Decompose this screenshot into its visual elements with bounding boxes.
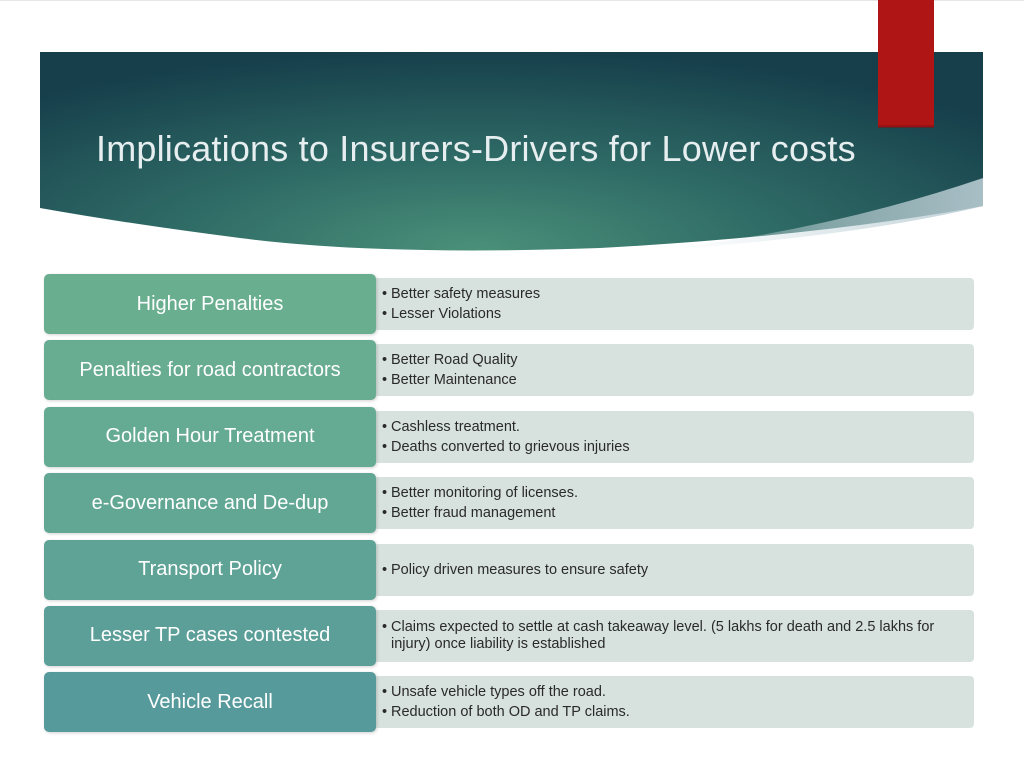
implication-row-vehicle-recall bbox=[44, 672, 974, 732]
row-label-box: Higher Penalties bbox=[44, 274, 376, 334]
implication-row-higher-penalties bbox=[44, 274, 974, 334]
bullet-item: • Policy driven measures to ensure safety bbox=[382, 560, 950, 580]
bullet-item: • Better monitoring of licenses. bbox=[382, 483, 950, 503]
slide-title: Implications to Insurers-Drivers for Lower costs bbox=[96, 128, 856, 169]
row-description-box bbox=[374, 344, 974, 396]
bullet-item: • Better Maintenance bbox=[382, 370, 950, 390]
red-accent-shadow bbox=[878, 125, 934, 128]
row-label-box: Golden Hour Treatment bbox=[44, 407, 376, 467]
bullet-item: • Better safety measures bbox=[382, 284, 950, 304]
implication-row-tp-cases bbox=[44, 606, 974, 666]
row-description-box bbox=[374, 676, 974, 728]
implication-row-golden-hour bbox=[44, 407, 974, 467]
row-label-box: Penalties for road contractors bbox=[44, 340, 376, 400]
implication-row-road-contractors bbox=[44, 340, 974, 400]
implication-row-e-governance bbox=[44, 473, 974, 533]
implication-row-transport-policy bbox=[44, 540, 974, 600]
bullet-item: • Claims expected to settle at cash takeaway level. (5 lakhs for death and 2.5 lakhs for injury) once liability is established bbox=[382, 619, 950, 653]
bullet-item: • Lesser Violations bbox=[382, 304, 950, 324]
row-description-box bbox=[374, 610, 974, 662]
bullet-item: • Cashless treatment. bbox=[382, 417, 950, 437]
row-label-box: Vehicle Recall bbox=[44, 672, 376, 732]
bullet-item: • Unsafe vehicle types off the road. bbox=[382, 682, 950, 702]
implications-list bbox=[44, 274, 974, 739]
row-description-box bbox=[374, 411, 974, 463]
bullet-item: • Reduction of both OD and TP claims. bbox=[382, 702, 950, 722]
row-description-box bbox=[374, 278, 974, 330]
row-description-box bbox=[374, 477, 974, 529]
row-label-box: Lesser TP cases contested bbox=[44, 606, 376, 666]
row-description-box bbox=[374, 544, 974, 596]
row-label-box: Transport Policy bbox=[44, 540, 376, 600]
red-accent-tab bbox=[878, 0, 934, 127]
bullet-item: • Deaths converted to grievous injuries bbox=[382, 437, 950, 457]
row-label-box: e-Governance and De-dup bbox=[44, 473, 376, 533]
bullet-item: • Better Road Quality bbox=[382, 350, 950, 370]
bullet-item: • Better fraud management bbox=[382, 503, 950, 523]
